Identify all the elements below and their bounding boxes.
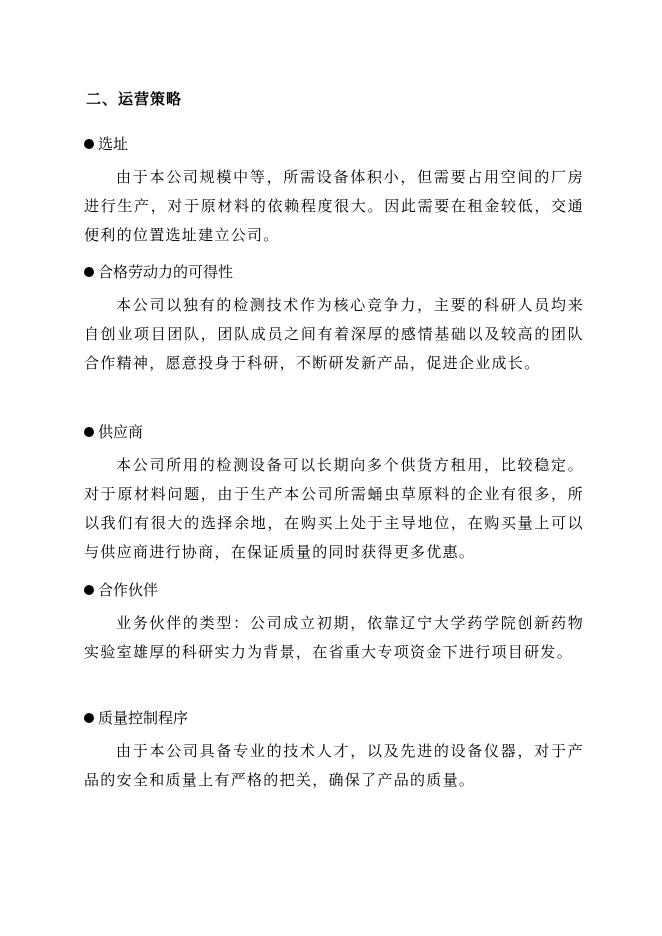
bullet-label: 供应商 bbox=[98, 423, 144, 441]
bullet-dot-icon bbox=[84, 585, 94, 595]
paragraph-partners: 业务伙伴的类型：公司成立初期，依靠辽宁大学药学院创新药物实验室雄厚的科研实力为背景，在省重大专项资金下进行项目研发。 bbox=[84, 614, 584, 661]
bullet-heading-site-selection bbox=[84, 134, 128, 154]
section-heading: 二、运营策略 bbox=[86, 90, 183, 108]
bullet-heading-partners bbox=[84, 580, 158, 600]
bullet-label: 质量控制程序 bbox=[98, 709, 189, 727]
bullet-label: 选址 bbox=[98, 135, 129, 153]
paragraph-labor: 本公司以独有的检测技术作为核心竞争力，主要的科研人员均来自创业项目团队，团队成员之间有着深厚的感情基础以及较高的团队合作精神，愿意投身于科研，不断研发新产品，促进企业成长。 bbox=[84, 296, 584, 372]
paragraph-quality-control: 由于本公司具备专业的技术人才，以及先进的设备仪器，对于产品的安全和质量上有严格的把关，确保了产品的质量。 bbox=[84, 742, 584, 789]
bullet-label: 合作伙伴 bbox=[98, 581, 159, 599]
bullet-heading-quality-control bbox=[84, 708, 188, 728]
bullet-dot-icon bbox=[84, 267, 94, 277]
bullet-label: 合格劳动力的可得性 bbox=[98, 263, 234, 281]
paragraph-site-selection: 由于本公司规模中等，所需设备体积小，但需要占用空间的厂房进行生产，对于原材料的依赖程度很大。因此需要在租金较低，交通便利的位置选址建立公司。 bbox=[84, 168, 584, 244]
bullet-dot-icon bbox=[84, 713, 94, 723]
bullet-heading-labor bbox=[84, 262, 233, 282]
bullet-dot-icon bbox=[84, 139, 94, 149]
bullet-dot-icon bbox=[84, 427, 94, 437]
paragraph-suppliers: 本公司所用的检测设备可以长期向多个供货方租用，比较稳定。对于原材料问题，由于生产本公司所需蛹虫草原料的企业有很多，所以我们有很大的选择余地，在购买上处于主导地位，在购买量上可以与供应商进行协商，在保证质量的同时获得更多优惠。 bbox=[84, 456, 584, 561]
bullet-heading-suppliers bbox=[84, 422, 143, 442]
